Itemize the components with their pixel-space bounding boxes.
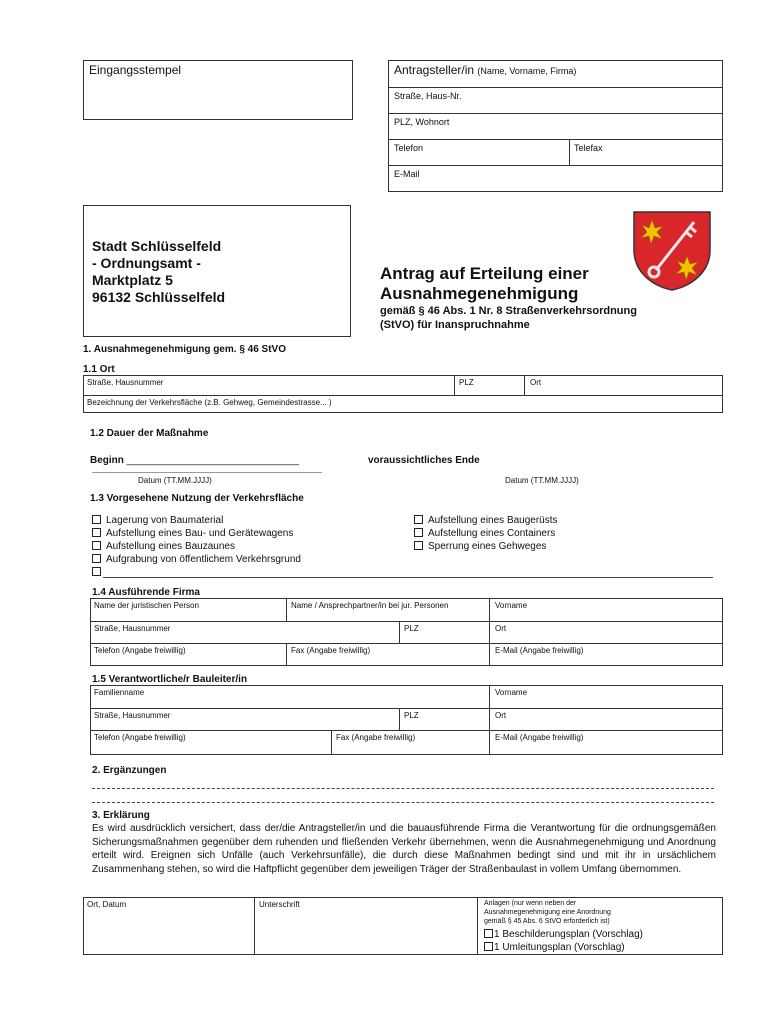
erklaerung-text: Es wird ausdrücklich versichert, dass der/die Antragsteller/in und die bauausführende Firma die Verantwortung für die ordnungsgemäßen Sicherungsmaßnahmen gegenüber dem ruhenden und fließenden Verkehr übernehmen, wenn die Ausnahmegenehmigung und Anordnung erteilt wird. Ereignen sich Unfälle (auch Verkehrsunfälle), die durch diese Maßnahmen bedingt sind und mit ihr in ursächlichem Zusammenhang stehen, so wird die Haftpflicht gegenüber dem jeweiligen Träger der Straßenbaulast in vollem Umfang übernommen.: [92, 823, 716, 875]
firma-plz-label: PLZ: [404, 624, 419, 633]
firma-vorname-label: Vorname: [495, 601, 528, 610]
anlagen-list: [484, 928, 643, 954]
title-block: [380, 264, 589, 304]
form-title-line1: Antrag auf Erteilung einer: [380, 264, 589, 283]
address-line4: 96132 Schlüsselfeld: [92, 289, 226, 305]
ort-strasse-label: Straße, Hausnummer: [87, 378, 164, 387]
telefon-label: Telefon: [394, 143, 424, 153]
checkbox-icon[interactable]: [414, 515, 423, 524]
nutzung-right-list: [414, 514, 558, 553]
antragsteller-title: Antragsteller/in: [394, 63, 475, 77]
checkbox-icon[interactable]: [414, 541, 423, 550]
firma-name-label: Name der juristischen Person: [94, 601, 199, 610]
checkbox-icon[interactable]: [92, 554, 101, 563]
eingangsstempel-box: [83, 60, 353, 120]
firma-heading: 1.4 Ausführende Firma: [92, 587, 200, 598]
beginn-label: [90, 455, 299, 466]
form-subtitle-line1: gemäß § 46 Abs. 1 Nr. 8 Straßenverkehrsordnung: [380, 305, 637, 317]
bauleiter-heading: 1.5 Verantwortliche/r Bauleiter/in: [92, 674, 248, 685]
bauleiter-table: [90, 685, 723, 755]
address-line1: Stadt Schlüsselfeld: [92, 238, 222, 254]
datum-beginn-label: Datum (TT.MM.JJJJ): [138, 476, 212, 485]
bau-strasse-label: Straße, Hausnummer: [94, 711, 171, 720]
bau-email-label: E-Mail (Angabe freiwillig): [495, 733, 584, 742]
firma-telefon-label: Telefon (Angabe freiwillig): [94, 646, 186, 655]
form-subtitle-line2: (StVO) für Inanspruchnahme: [380, 319, 530, 331]
verkehrsflaeche-label: Bezeichnung der Verkehrsfläche (z.B. Gehweg, Gemeindestrasse... ): [87, 398, 332, 407]
dauer-heading: 1.2 Dauer der Maßnahme: [90, 428, 209, 439]
ort-heading: 1.1 Ort: [83, 364, 115, 375]
nutzung-option[interactable]: Lagerung von Baumaterial: [92, 514, 301, 527]
nutzung-heading: 1.3 Vorgesehene Nutzung der Verkehrsfläche: [90, 493, 304, 504]
erklaerung-heading: 3. Erklärung: [92, 810, 150, 821]
antragsteller-label: [394, 63, 576, 77]
antragsteller-box: [388, 60, 723, 192]
datum-ende-label: Datum (TT.MM.JJJJ): [505, 476, 579, 485]
checkbox-icon[interactable]: [484, 929, 493, 938]
firma-strasse-label: Straße, Hausnummer: [94, 624, 171, 633]
nutzung-option[interactable]: Aufstellung eines Containers: [414, 527, 558, 540]
telefax-label: Telefax: [574, 143, 603, 153]
signature-table: [83, 897, 723, 955]
city-crest-icon: [632, 210, 712, 292]
bau-plz-label: PLZ: [404, 711, 419, 720]
ergaenzungen-line-2[interactable]: [92, 802, 714, 803]
subtitle-block: [380, 304, 637, 332]
ort-datum-label: Ort, Datum: [87, 900, 127, 909]
beginn-line: _______________________________: [126, 455, 300, 466]
checkbox-icon[interactable]: [92, 541, 101, 550]
anlagen-note: [484, 899, 611, 926]
checkbox-icon[interactable]: [92, 515, 101, 524]
firma-table: [90, 598, 723, 666]
anlage-option[interactable]: 1 Beschilderungsplan (Vorschlag): [484, 928, 643, 941]
checkbox-icon[interactable]: [92, 567, 101, 576]
bau-telefon-label: Telefon (Angabe freiwillig): [94, 733, 186, 742]
unterschrift-label: Unterschrift: [259, 900, 300, 909]
firma-ort-label: Ort: [495, 624, 507, 633]
firma-email-label: E-Mail (Angabe freiwillig): [495, 646, 584, 655]
nutzung-left-list: [92, 514, 301, 579]
ort-ort-label: Ort: [530, 378, 542, 387]
beginn-text: Beginn: [90, 455, 124, 466]
anlagen-line2: Ausnahmegenehmigung eine Anordnung: [484, 909, 611, 916]
ort-plz-label: PLZ: [459, 378, 474, 387]
anlagen-line3: gemäß § 45 Abs. 6 StVO erforderlich ist): [484, 918, 610, 925]
nutzung-option[interactable]: Aufstellung eines Bauzaunes: [92, 540, 301, 553]
anlage-option[interactable]: 1 Umleitungsplan (Vorschlag): [484, 941, 643, 954]
bau-familienname-label: Familienname: [94, 688, 145, 697]
address-box: [83, 205, 351, 337]
checkbox-icon[interactable]: [484, 942, 493, 951]
address-block: [92, 238, 225, 306]
ergaenzungen-heading: 2. Ergänzungen: [92, 765, 167, 776]
email-label: E-Mail: [394, 169, 420, 179]
firma-ansprech-label: Name / Ansprechpartner/in bei jur. Personen: [291, 601, 449, 610]
address-line3: Marktplatz 5: [92, 272, 173, 288]
form-title-line2: Ausnahmegenehmigung: [380, 284, 579, 303]
ende-label: voraussichtliches Ende: [368, 455, 480, 466]
address-line2: - Ordnungsamt -: [92, 255, 201, 271]
section1-heading: 1. Ausnahmegenehmigung gem. § 46 StVO: [83, 344, 287, 355]
bau-fax-label: Fax (Angabe freiwillig): [336, 733, 416, 742]
nutzung-option[interactable]: Aufstellung eines Baugerüsts: [414, 514, 558, 527]
antragsteller-hint: (Name, Vorname, Firma): [477, 66, 577, 76]
plz-wohnort-label: PLZ, Wohnort: [394, 117, 450, 127]
nutzung-option[interactable]: Aufgrabung von öffentlichem Verkehrsgrund: [92, 553, 301, 566]
strasse-label: Straße, Haus-Nr.: [394, 91, 462, 101]
nutzung-option[interactable]: Sperrung eines Gehweges: [414, 540, 558, 553]
eingangsstempel-label: Eingangsstempel: [89, 63, 182, 77]
anlagen-line1: Anlagen (nur wenn neben der: [484, 900, 577, 907]
ort-table: [83, 375, 723, 413]
checkbox-icon[interactable]: [92, 528, 101, 537]
checkbox-icon[interactable]: [414, 528, 423, 537]
nutzung-option[interactable]: Aufstellung eines Bau- und Gerätewagens: [92, 527, 301, 540]
bau-ort-label: Ort: [495, 711, 507, 720]
bau-vorname-label: Vorname: [495, 688, 528, 697]
firma-fax-label: Fax (Angabe freiwillig): [291, 646, 371, 655]
ergaenzungen-line-1[interactable]: [92, 788, 714, 789]
